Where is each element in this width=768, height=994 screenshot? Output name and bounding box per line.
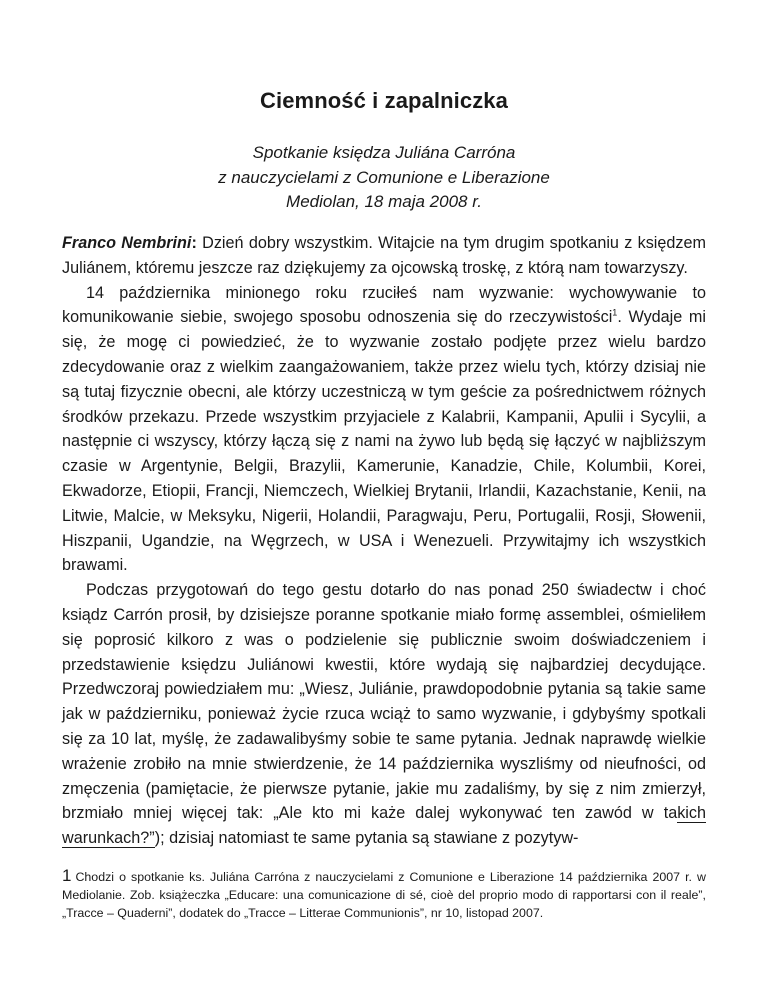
speaker-colon: : <box>191 234 197 252</box>
footnote-separator-text: kich warunkach?” <box>62 804 706 848</box>
body-text <box>62 231 706 851</box>
subtitle-line: Mediolan, 18 maja 2008 r. <box>286 192 482 211</box>
paragraph-text: Dzień dobry wszystkim. Witajcie na tym drugim spotkaniu z księdzem Juliánem, któremu jeszcze raz dziękujemy za ojcowską troskę, z którą nam towarzyszy. <box>62 234 706 277</box>
page-title: Ciemność i zapalniczka <box>260 88 508 113</box>
paragraph-text: . Wydaje mi się, że mogę ci powiedzieć, że to wyzwanie zostało podjęte przez wielu bardzo zdecydowanie oraz z wielkim zaangażowaniem, także przez wielu tych, którzy dzisiaj nie są tutaj fizycznie obecni, ale którzy uczestniczą w tym geście za pośrednictwem różnych środków przekazu. Przede wszystkim przyjaciele z Kalabrii, Kampanii, Apulii i Sycylii, a następnie ci wszyscy, którzy łączą się z nami na żywo lub będą się łączyć w najbliższym czasie w Argentynie, Belgii, Brazylii, Kamerunie, Kanadzie, Chile, Kolumbii, Korei, Ekwadorze, Etiopii, Francji, Niemczech, Wielkiej Brytanii, Irlandii, Kazachstanie, Kenii, na Litwie, Malcie, w Meksyku, Nigerii, Holandii, Paragwaju, Peru, Portugalii, Rosji, Słowenii, Hiszpanii, Ugandzie, na Węgrzech, w USA i Wenezueli. Przywitajmy ich wszystkich brawami. <box>62 308 706 575</box>
paragraph <box>62 578 706 851</box>
footnote <box>62 867 706 922</box>
paragraph-text: Podczas przygotowań do tego gestu dotarło do nas ponad 250 świadectw i choć ksiądz Carrón prosił, by dzisiejsze poranne spotkanie miało formę assemblei, ośmieliłem się poprosić kilkoro z was o podzielenie się publicznie swoim doświadczeniem i przedstawienie księdzu Juliánowi kwestii, które wydają się najbardziej decydujące. Przedwczoraj powiedziałem mu: „Wiesz, Juliánie, prawdopodobnie pytania są takie same jak w październiku, ponieważ życie rzuca wciąż to samo wyzwanie, i gdybyśmy spotkali się za 10 lat, myślę, że zadawalibyśmy sobie te same pytania. Jednak naprawdę wielkie wrażenie zrobiło na mnie stwierdzenie, że 14 października wyszliśmy od nieufności, od zmęczenia (pamiętacie, że pierwsze pytanie, jakie mu zadaliśmy, by się z nim zmierzył, brzmiało mniej więcej tak: „Ale kto mi każe dalej wykonywać ten zawód w ta <box>62 581 706 823</box>
paragraph-text: 14 października minionego roku rzuciłeś nam wyzwanie: wychowywanie to komunikowanie siebie, swojego sposobu odnoszenia się do rzeczywistości <box>62 283 706 327</box>
paragraph <box>62 281 706 579</box>
footnote-number: 1 <box>62 866 72 885</box>
footnote-reference[interactable]: 1 <box>612 308 618 318</box>
paragraph-text: ); dzisiaj natomiast te same pytania są stawiane z pozytyw- <box>154 829 579 848</box>
footnote-text: Chodzi o spotkanie ks. Juliána Carróna z nauczycielami z Comunione e Liberazione 14 października 2007 r. w Mediolanie. Zob. książeczka „Educare: una comunicazione di sé, cioè del proprio modo di rapportarsi con il reale”, „Tracce – Quaderni”, dodatek do „Tracce – Litterae Communionis”, nr 10, listopad 2007. <box>62 870 706 920</box>
subtitle-line: z nauczycielami z Comunione e Liberazione <box>218 167 550 187</box>
subtitle-block <box>0 141 768 215</box>
subtitle-line: Spotkanie księdza Juliána Carróna <box>252 143 516 162</box>
speaker-name: Franco Nembrini <box>62 234 192 252</box>
paragraph <box>62 231 706 281</box>
